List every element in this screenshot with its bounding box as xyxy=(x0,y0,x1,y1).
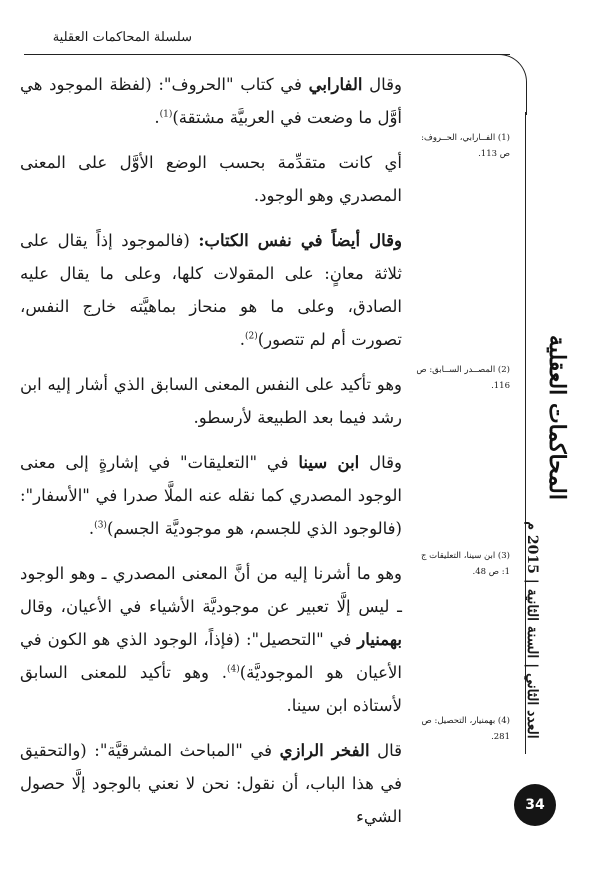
paragraph-2: أي كانت متقدِّمة بحسب الوضع الأوَّل على المعنى المصدري وهو الوجود. xyxy=(20,153,402,205)
footnote-ref-2[interactable]: (2) xyxy=(244,331,258,342)
paragraph-6: وهو ما أشرنا إليه من أنَّ المعنى المصدري ـ وهو الوجود ـ ليس إلَّا تعبير عن موجوديَّة الأشياء في الأعيان، وقال بهمنيار في "التحصيل": (فإذاً، الوجود الذي هو الكون في الأعيان هو الموجوديَّة)$^{(4)}$. وهو تأكيد للمعنى السابق لأستاذه ابن سينا. xyxy=(20,564,402,715)
paragraph-5: وقال ابن سينا في "التعليقات" في إشارةٍ إلى معنى الوجود المصدري كما نقله عنه الملَّا صدرا في "الأسفار": (فالوجود الذي للجسم، هو موجوديَّة الجسم)$^{(3)}$. xyxy=(20,453,402,538)
journal-logo: المحاكمات العقلية xyxy=(544,335,570,500)
series-title: سلسلة المحاكمات العقلية xyxy=(52,30,192,45)
header-rule xyxy=(24,54,510,55)
footnote-ref-3[interactable]: (3) xyxy=(94,520,107,531)
footnote-1: (1) الفــارابي، الحــروف: ص 113. xyxy=(421,133,510,159)
footnote-3: (3) ابن سينا، التعليقات ج 1: ص 48. xyxy=(420,551,510,577)
paragraph-3: وقال أيضاً في نفس الكتاب: (فالموجود إذاً يقال على ثلاثة معانٍ: على المقولات كلها، وعلى ما يقال عليه الصادق، وعلى ما هو منحاز بماهيَّته خارج النفس، تصورت أم لم تتصور)$^{(2)}$. xyxy=(20,231,402,349)
frame-corner xyxy=(486,54,527,115)
footnote-ref-1[interactable]: (1) xyxy=(159,109,173,120)
footnote-ref-4[interactable]: (4) xyxy=(226,664,240,675)
footnote-4: (4) بهمنيار، التحصيل: ص 281. xyxy=(421,716,510,742)
page-number: 34 xyxy=(514,784,556,826)
footnote-2: (2) المصــدر الســابق: ص 116. xyxy=(416,365,510,391)
main-text xyxy=(20,68,402,845)
issue-info: العدد الثاني | السنة الثانية | 2015 م xyxy=(524,521,540,739)
paragraph-4: وهو تأكيد على النفس المعنى السابق الذي أشار إليه ابن رشد فيما بعد الطبيعة لأرسطو. xyxy=(20,375,402,427)
paragraph-1: وقال الفارابي في كتاب "الحروف": (لفظة الموجود هي أوَّل ما وضعت في العربيَّة مشتقة)$^{(1)}$. xyxy=(20,75,402,127)
paragraph-7: قال الفخر الرازي في "المباحث المشرقيَّة": (والتحقيق في هذا الباب، أن نقول: نحن لا نعني بالوجود إلَّا حصول الشيء xyxy=(20,741,402,826)
